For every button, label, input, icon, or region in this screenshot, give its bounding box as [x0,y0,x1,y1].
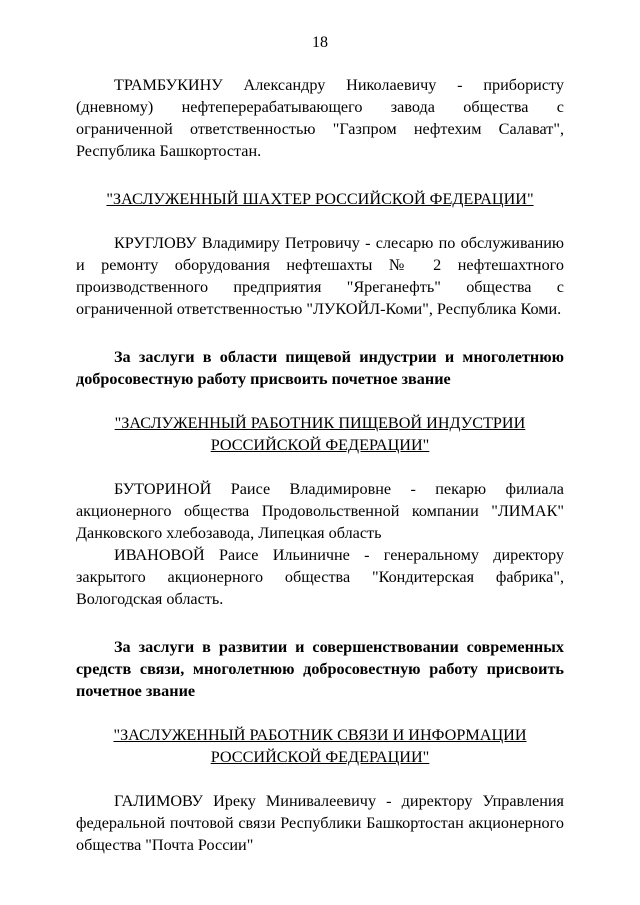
award-title-line-1: "ЗАСЛУЖЕННЫЙ РАБОТНИК ПИЩЕВОЙ ИНДУСТРИИ [114,414,526,432]
award-title: "ЗАСЛУЖЕННЫЙ ШАХТЕР РОССИЙСКОЙ ФЕДЕРАЦИИ" [106,190,534,208]
award-entry: БУТОРИНОЙ Раисе Владимировне - пекарю филиала акционерного общества Продовольственной компании "ЛИМАК" Данковского хлебозавода, Липецкая область [76,480,564,542]
award-entry: ТРАМБУКИНУ Александру Николаевичу - прибористу (дневному) нефтеперерабатывающего завода общества с ограниченной ответственностью "Газпром нефтехим Салават", Республика Башкортостан. [76,76,564,160]
award-preamble: За заслуги в области пищевой индустрии и многолетнюю добросовестную работу присвоить почетное звание [76,348,564,388]
page-number: 18 [312,34,328,51]
award-entry: КРУГЛОВУ Владимиру Петровичу - слесарю по обслуживанию и ремонту оборудования нефтешахты № 2 нефтешахтного производственного предприятия "Яреганефть" общества с ограниченной ответственностью "ЛУКОЙЛ-Коми", Республика Коми. [76,234,564,318]
award-entry: ИВАНОВОЙ Раисе Ильиничне - генеральному директору закрытого акционерного общества "Кондитерская фабрика", Вологодская область. [76,546,564,608]
award-title-line-1: "ЗАСЛУЖЕННЫЙ РАБОТНИК СВЯЗИ И ИНФОРМАЦИИ [113,726,527,744]
award-entry: ГАЛИМОВУ Иреку Минивалеевичу - директору Управления федеральной почтовой связи Республики Башкортостан акционерного общества "Почта России" [76,792,564,854]
award-title-line-2: РОССИЙСКОЙ ФЕДЕРАЦИИ" [210,436,430,454]
award-title-line-2: РОССИЙСКОЙ ФЕДЕРАЦИИ" [210,748,430,766]
document-body [76,74,564,856]
award-preamble: За заслуги в развитии и совершенствовании современных средств связи, многолетнюю добросовестную работу присвоить почетное звание [76,638,564,700]
